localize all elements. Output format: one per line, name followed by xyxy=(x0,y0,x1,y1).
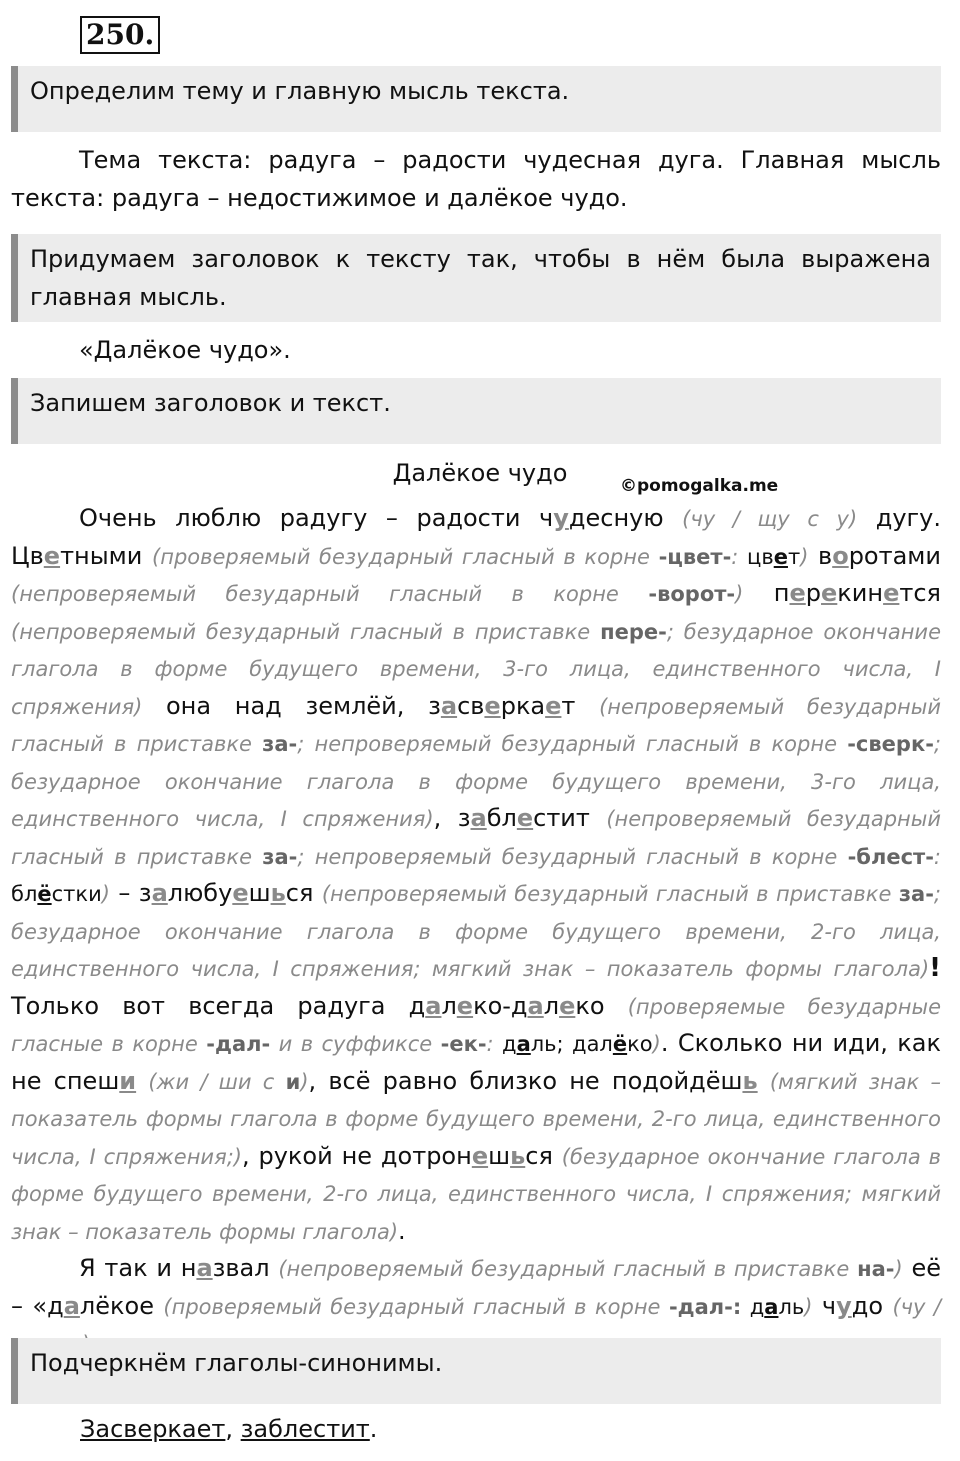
task-text: Определим тему и главную мысль текста. xyxy=(30,77,570,105)
answer-theme: Тема текста: радуга – радости чудесная дуга. Главная мысль текста: радуга – недостижимое и далёкое чудо. xyxy=(11,146,941,212)
comment: (непроверяемый безударный гласный в приставке на-) xyxy=(278,1257,903,1281)
main-text xyxy=(11,500,941,1363)
comment: (непроверяемый безударный гласный в приставке за-; безударное окончание глагола в форме будущего времени, 2-го лица, единственного числа, I спряжения; мягкий знак – показатель формы глагола) xyxy=(11,882,941,981)
comment: (чу / xyxy=(892,1294,942,1319)
task-box-write xyxy=(11,378,941,444)
verb-2: заблестит xyxy=(240,1415,370,1443)
task-text: Запишем заголовок и текст. xyxy=(30,389,391,417)
task-box-verbs xyxy=(11,1338,941,1404)
comment: (проверяемые безударные гласные в корне -дал- и в суффиксе -ек-: даль; далёко) xyxy=(11,994,941,1056)
verb-1: Засверкает xyxy=(80,1415,226,1443)
comment: (мягкий знак – показатель формы глагола в форме будущего времени, 2-го лица, единственного числа, I спряжения;) xyxy=(11,1069,941,1169)
task-text: Подчеркнём глаголы-синонимы. xyxy=(30,1349,443,1377)
comment: (проверяемый безударный гласный в корне -цвет-: цвет) xyxy=(152,544,809,569)
paragraph-1: Очень люблю радугу – радости чудесную (чу / щу с у) дугу. Цветными (проверяемый безударный гласный в корне -цвет-: цвет) воротами (непроверяемый безударный гласный в корне -ворот-) перекинется (непроверяемый безударный гласный в приставке пере-; безударное окончание глагола в форме будущего времени, 3-го лица, единственного числа, I спряжения) она над землёй, засверкает (непроверяемый безударный гласный в приставке за-; непроверяемый безударный гласный в корне -сверк-; безударное окончание глагола в форме будущего времени, 3-го лица, единственного числа, I спряжения), заблестит (непроверяемый безударный гласный в приставке за-; непроверяемый безударный гласный в корне -блест-: блёстки) – залюбуешься (непроверяемый безударный гласный в приставке за-; безударное окончание глагола в форме будущего времени, 2-го лица, единственного числа, I спряжения; мягкий знак – показатель формы глагола)! Только вот всегда радуга далеко-далеко (проверяемые безударные гласные в корне -дал- и в суффиксе -ек-: даль; далёко). Сколько ни иди, как не спеши (жи / ши с и), всё равно близко не подойдёшь (мягкий знак – показатель формы глагола в форме будущего времени, 2-го лица, единственного числа, I спряжения;), рукой не дотронешься (безударное окончание глагола в форме будущего времени, 2-го лица, единственного числа, I спряжения; мягкий знак – показатель формы глагола). xyxy=(11,504,942,1245)
paragraph-2: Я так и назвал (непроверяемый безударный гласный в приставке на-) её – «далёкое (проверяемый безударный гласный в корне -дал-: даль) чудо (чу / xyxy=(11,1250,941,1363)
comment: (непроверяемый безударный гласный в корне -ворот-) xyxy=(11,582,744,606)
comment: (непроверяемый безударный гласный в приставке за-; непроверяемый безударный гласный в корне -сверк-; безударное окончание глагола в форме будущего времени, 3-го лица, единственного числа, I спряжения) xyxy=(11,694,941,831)
comment: (непроверяемый безударный гласный в приставке пере-; безударное окончание глагола в форме будущего времени, 3-го лица, единственного числа, I спряжения) xyxy=(11,619,942,719)
task-text: Придумаем заголовок к тексту так, чтобы в нём была выражена главная мысль. xyxy=(30,245,931,311)
watermark: ©pomogalka.me xyxy=(620,476,779,496)
comment: (чу / щу с у) xyxy=(682,507,858,531)
comment: (непроверяемый безударный гласный в приставке за-; непроверяемый безударный гласный в корне -блест-: блёстки) xyxy=(11,807,941,906)
task-box-theme xyxy=(11,66,941,132)
comment: (проверяемый безударный гласный в корне -дал-: даль) xyxy=(163,1294,813,1319)
text-title: Далёкое чудо xyxy=(392,459,568,487)
answer-verbs: Засверкает, заблестит. xyxy=(80,1415,378,1443)
answer-title: «Далёкое чудо». xyxy=(79,336,291,364)
comment: (жи / ши с и) xyxy=(148,1069,309,1094)
task-box-title xyxy=(11,234,941,322)
exercise-number: 250. xyxy=(80,16,160,54)
comment: (безударное окончание глагола в форме будущего времени, 2-го лица, единственного числа, I спряжения; мягкий знак – показатель формы глагола) xyxy=(11,1144,942,1244)
